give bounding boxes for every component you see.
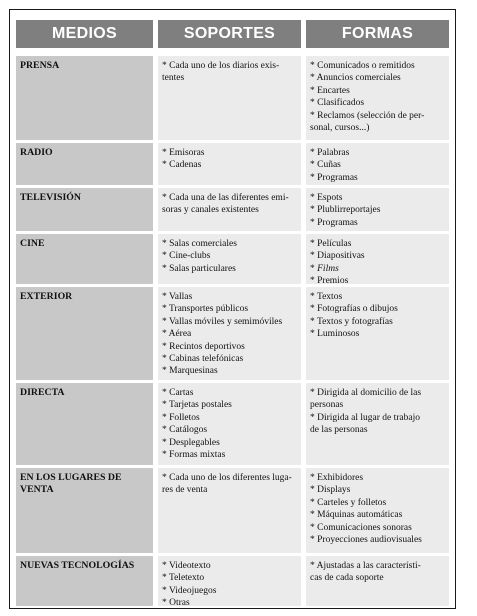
soporte-item: * Cada uno de los diarios exis-: [162, 61, 280, 71]
forma-item: * Comunicados o remitidos: [310, 61, 415, 71]
forma-item: * Anuncios comerciales: [310, 73, 401, 84]
medio-label: DIRECTA: [20, 387, 65, 398]
forma-item: * Máquinas automáticas: [310, 510, 403, 521]
soportes-cell: [158, 234, 301, 284]
soportes-cell: [158, 383, 301, 465]
soporte-item: * Otras: [162, 598, 190, 609]
soporte-item: * Salas particulares: [162, 263, 236, 274]
soporte-item: * Recintos deportivos: [162, 341, 245, 352]
soporte-item: * Teletexto: [162, 573, 205, 584]
medio-label: NUEVAS TECNOLOGÍAS: [20, 560, 135, 571]
forma-item: * Luminosos: [310, 329, 360, 340]
forma-item: personas: [310, 400, 344, 411]
header-formas: FORMAS: [306, 20, 449, 48]
soportes-cell: [158, 468, 301, 553]
forma-item: * Cuñas: [310, 160, 341, 171]
forma-item: * Diapositivas: [310, 251, 365, 262]
medio-cell: [16, 556, 153, 606]
medio-cell: [16, 234, 153, 284]
soporte-item: * Cartas: [162, 388, 194, 398]
soportes-cell: [158, 56, 301, 140]
medio-cell: [16, 383, 153, 465]
soportes-cell: [158, 188, 301, 231]
forma-item: * Programas: [310, 172, 358, 183]
formas-cell: [306, 287, 449, 380]
formas-cell: [306, 468, 449, 553]
formas-cell: [306, 383, 449, 465]
header-soportes: SOPORTES: [158, 20, 301, 48]
medio-label: PRENSA: [20, 60, 60, 71]
soporte-item: * Transportes públicos: [162, 304, 249, 315]
soporte-item: * Cadenas: [162, 160, 202, 171]
soporte-item: * Aérea: [162, 329, 192, 340]
medio-label: TELEVISIÓN: [20, 192, 81, 203]
soportes-cell: [158, 556, 301, 609]
medio-label: CINE: [20, 238, 45, 249]
soporte-item: * Formas mixtas: [162, 450, 226, 461]
forma-item: * Plublirreportajes: [310, 205, 381, 216]
formas-cell: [306, 188, 449, 231]
soporte-item: * Tarjetas postales: [162, 400, 232, 411]
medio-cell: [16, 56, 153, 140]
soporte-item: soras y canales existentes: [162, 205, 259, 216]
soporte-item: * Cabinas telefónicas: [162, 354, 244, 365]
soportes-cell: [158, 143, 301, 185]
soporte-item: * Videojuegos: [162, 585, 217, 596]
soporte-item: * Folletos: [162, 412, 200, 423]
formas-cell: [306, 56, 449, 140]
soporte-item: tentes: [162, 73, 185, 84]
forma-item: * Films: [310, 263, 339, 274]
formas-cell: [306, 234, 449, 287]
forma-item: * Fotografías o dibujos: [310, 304, 398, 315]
forma-item: * Textos y fotografías: [310, 316, 393, 327]
forma-item: * Carteles y folletos: [310, 497, 387, 508]
medio-cell: [16, 188, 153, 231]
soporte-item: * Vallas: [162, 292, 193, 302]
forma-item: * Dirigida al lugar de trabajo: [310, 412, 421, 423]
forma-item: * Programas: [310, 217, 358, 228]
soporte-item: * Cada una de las diferentes emi-: [162, 193, 289, 203]
forma-item: cas de cada soporte: [310, 573, 384, 584]
medio-cell: [16, 468, 153, 553]
forma-item: * Displays: [310, 485, 351, 496]
medio-label: EXTERIOR: [20, 291, 73, 302]
medio-label: RADIO: [20, 147, 53, 158]
soporte-item: * Cine-clubs: [162, 251, 211, 262]
forma-item: * Películas: [310, 239, 352, 249]
forma-item: de las personas: [310, 425, 368, 436]
header-medios: MEDIOS: [16, 20, 153, 48]
soporte-item: * Videotexto: [162, 561, 211, 571]
soporte-item: * Cada uno de los diferentes luga-: [162, 473, 292, 483]
soporte-item: * Vallas móviles y semimóviles: [162, 316, 283, 327]
soportes-cell: [158, 287, 301, 380]
formas-cell: [306, 556, 449, 606]
forma-item: * Dirigida al domicilio de las: [310, 388, 422, 398]
forma-item: * Encartes: [310, 85, 350, 96]
table-frame: [9, 9, 456, 609]
medio-cell: [16, 143, 153, 185]
forma-item: * Palabras: [310, 148, 350, 158]
soporte-item: * Emisoras: [162, 148, 205, 158]
medio-cell: [16, 287, 153, 380]
formas-cell: [306, 143, 449, 185]
forma-item: * Comunicaciones sonoras: [310, 522, 412, 533]
forma-item: * Exhibidores: [310, 473, 364, 483]
forma-item: * Reclamos (selección de per-: [310, 110, 425, 121]
soporte-item: * Salas comerciales: [162, 239, 237, 249]
forma-item: * Textos: [310, 292, 343, 302]
soporte-item: res de venta: [162, 485, 208, 496]
medio-label: EN LOS LUGARES DE VENTA: [20, 472, 122, 496]
forma-item: * Espots: [310, 193, 343, 203]
forma-item: sonal, cursos...): [310, 123, 370, 134]
soporte-item: * Catálogos: [162, 425, 208, 436]
forma-item: * Ajustadas a las característi-: [310, 561, 421, 571]
soporte-item: * Marquesinas: [162, 366, 218, 377]
forma-item: * Proyecciones audiovisuales: [310, 535, 422, 546]
forma-item: * Clasificados: [310, 98, 365, 109]
soporte-item: * Desplegables: [162, 437, 220, 448]
forma-item: * Premios: [310, 276, 349, 287]
